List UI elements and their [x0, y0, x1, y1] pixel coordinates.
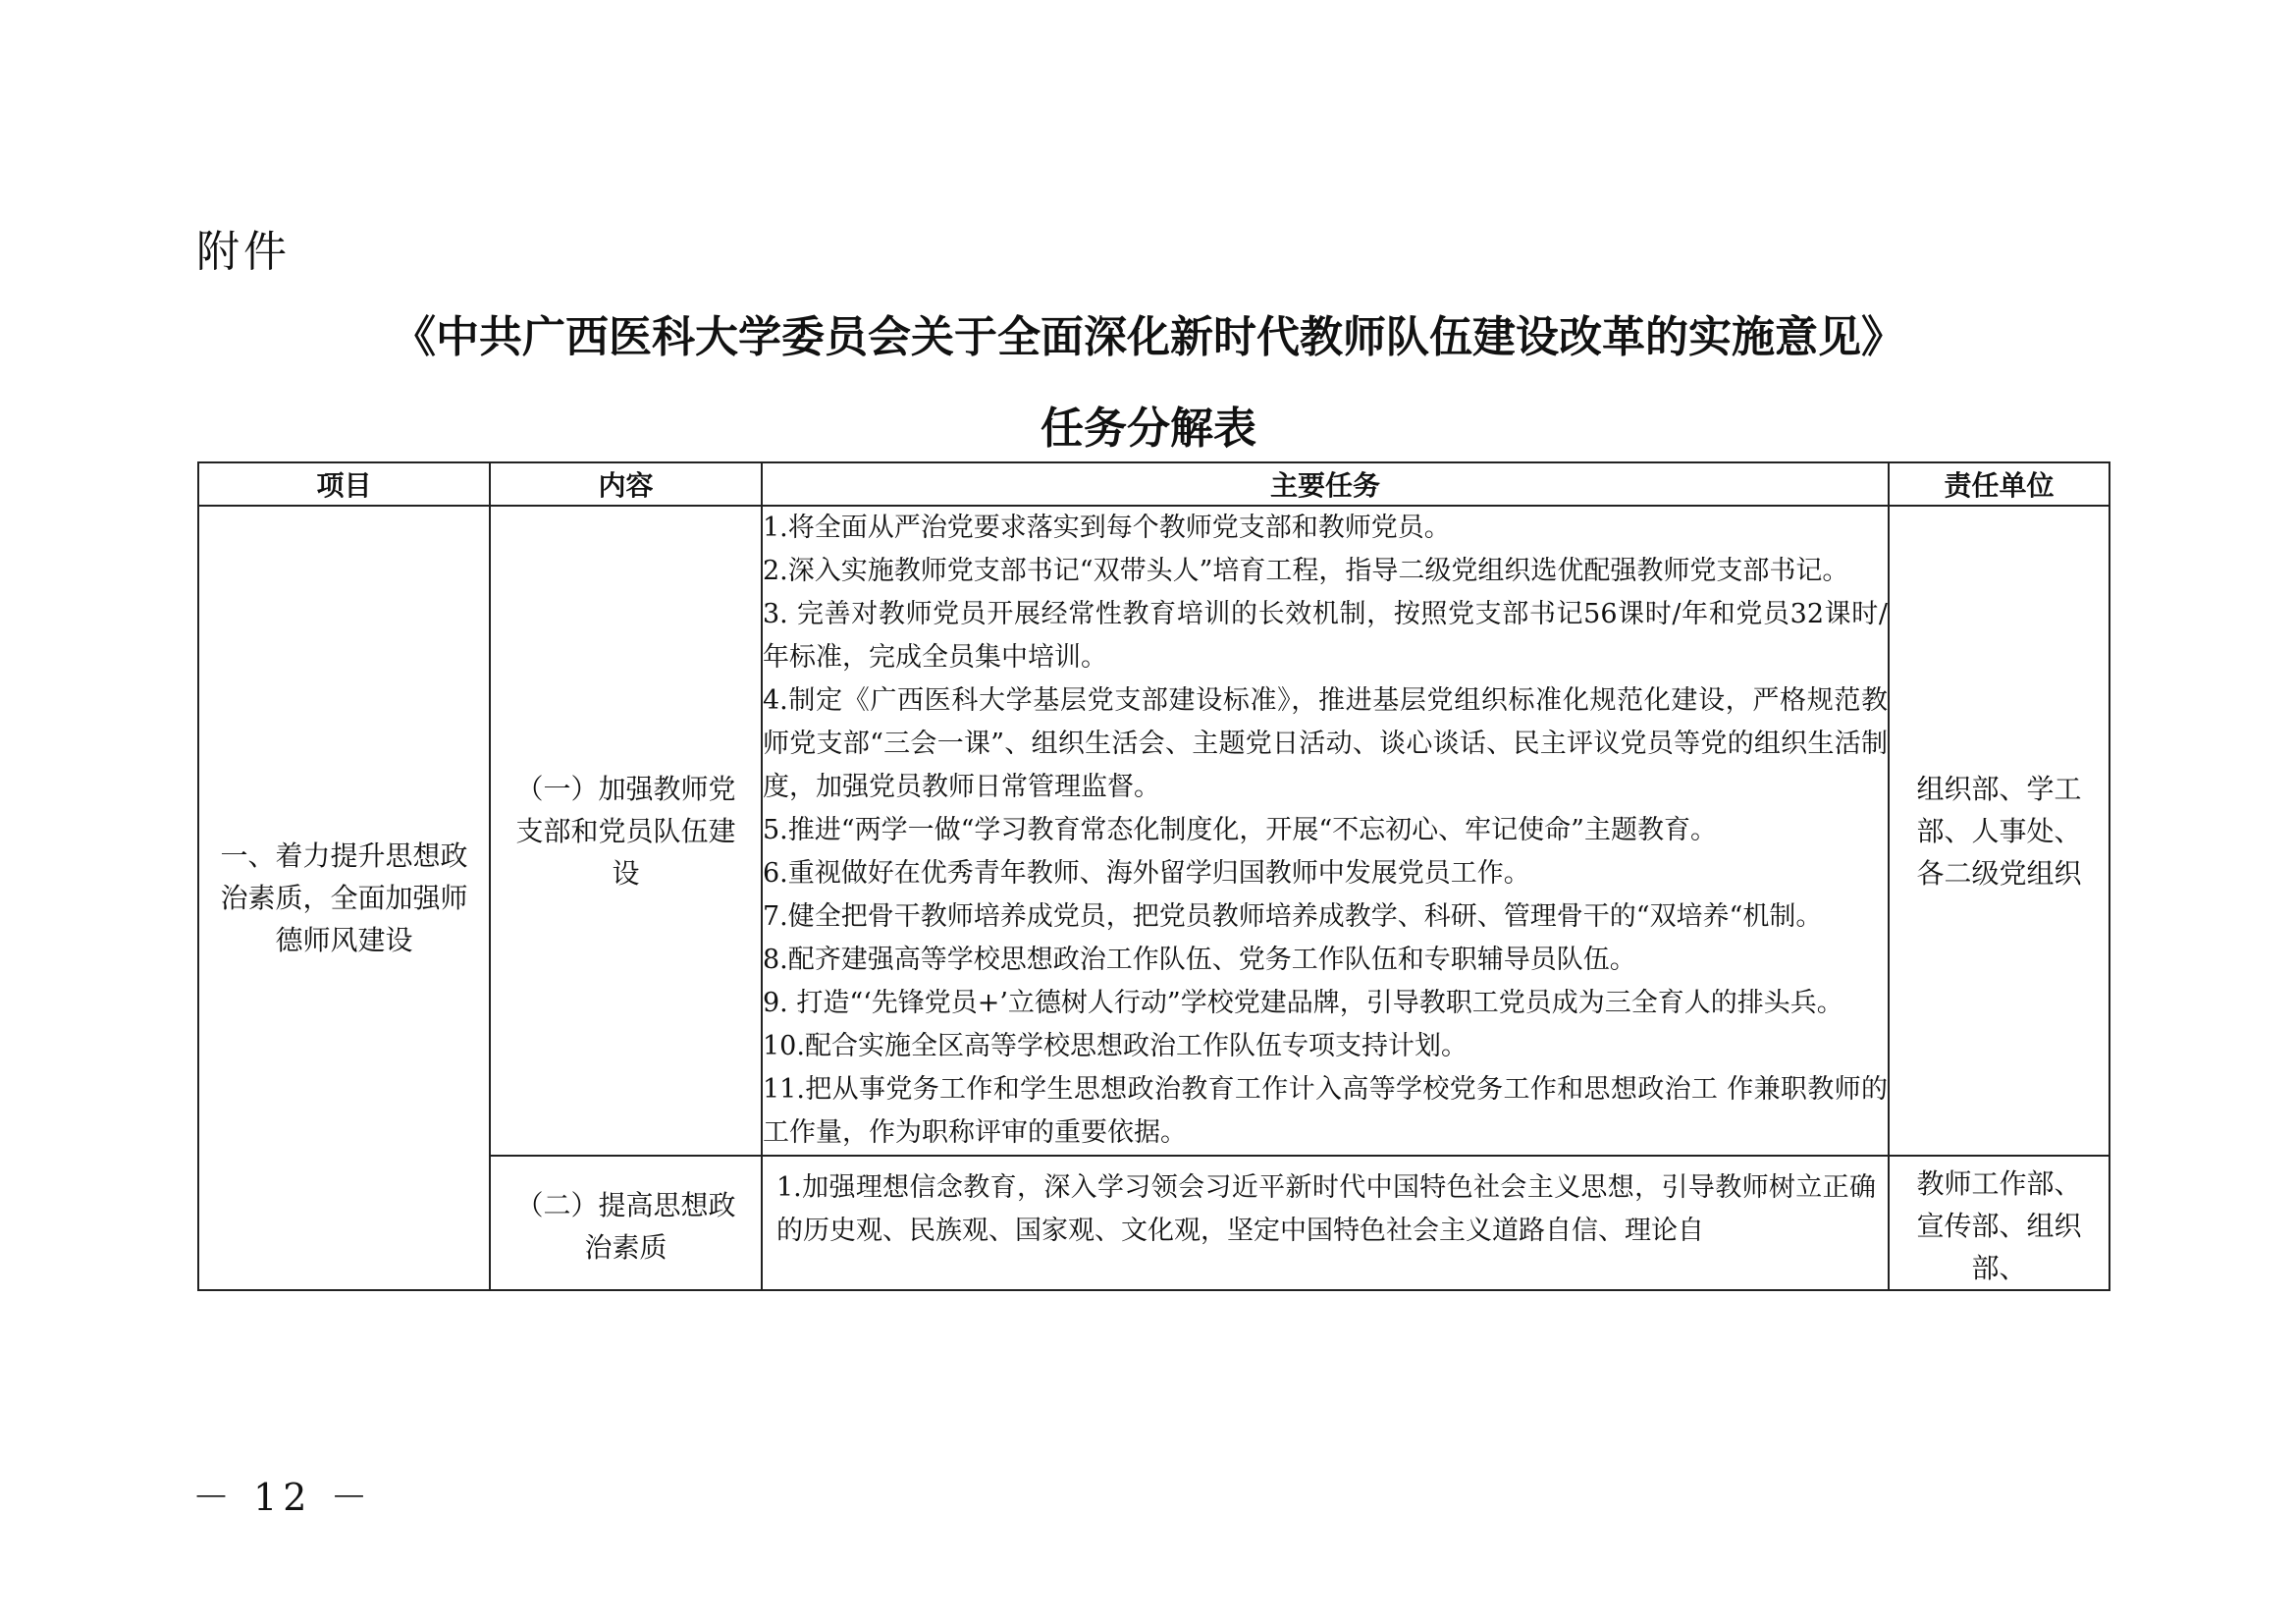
task-table [197, 461, 2110, 1291]
header-content: 内容 [490, 462, 762, 506]
table-header-row [198, 462, 2109, 506]
task-item: 1.加强理想信念教育，深入学习领会习近平新时代中国特色社会主义思想，引导教师树立正确的历史观、民族观、国家观、文化观，坚定中国特色社会主义道路自信、理论自 [776, 1172, 1876, 1246]
unit-text: 组织部、学工部、人事处、各二级党组织 [1916, 772, 2082, 890]
task-item: 4.制定《广西医科大学基层党支部建设标准》，推进基层党组织标准化规范化建设，严格规范教师党支部“三会一课”、组织生活会、主题党日活动、谈心谈话、民主评议党员等党的组织生活制度，加强党员教师日常管理监督。 [763, 685, 1888, 802]
content-text: （一）加强教师党支部和党员队伍建设 [515, 772, 736, 890]
task-item: 7.健全把骨干教师培养成党员，把党员教师培养成教学、科研、管理骨干的“双培养“机制。 [763, 901, 1823, 932]
header-responsible-unit: 责任单位 [1889, 462, 2109, 506]
tasks-cell [762, 1156, 1889, 1290]
unit-cell [1889, 506, 2109, 1156]
tasks-cell [762, 506, 1889, 1156]
task-item: 10.配合实施全区高等学校思想政治工作队伍专项支持计划。 [763, 1031, 1468, 1061]
content-text: （二）提高思想政治素质 [515, 1188, 736, 1264]
attachment-label: 附件 [196, 227, 291, 277]
document-subtitle: 任务分解表 [1041, 404, 1256, 454]
unit-text: 教师工作部、宣传部、组织部、 [1916, 1167, 2082, 1284]
document-title: 《中共广西医科大学委员会关于全面深化新时代教师队伍建设改革的实施意见》 [393, 312, 1904, 362]
task-item: 2.深入实施教师党支部书记“双带头人”培育工程，指导二级党组织选优配强教师党支部书记。 [763, 556, 1849, 586]
task-item: 3. 完善对教师党员开展经常性教育培训的长效机制，按照党支部书记56课时/年和党员32课时/年标准，完成全员集中培训。 [763, 599, 1888, 673]
header-main-tasks: 主要任务 [762, 462, 1889, 506]
task-item: 6.重视做好在优秀青年教师、海外留学归国教师中发展党员工作。 [763, 858, 1530, 889]
unit-cell [1889, 1156, 2109, 1290]
task-item: 9. 打造“‘先锋党员+’立德树人行动”学校党建品牌，引导教职工党员成为三全育人的排头兵。 [763, 988, 1843, 1018]
item-text: 一、着力提升思想政治素质，全面加强师德师风建设 [220, 839, 468, 956]
task-item: 1.将全面从严治党要求落实到每个教师党支部和教师党员。 [763, 513, 1451, 543]
table-row [198, 506, 2109, 1156]
content-cell [490, 506, 762, 1156]
task-item: 5.推进“两学一做“学习教育常态化制度化，开展“不忘初心、牢记使命”主题教育。 [763, 815, 1717, 845]
item-cell [198, 506, 490, 1290]
task-item: 11.把从事党务工作和学生思想政治教育工作计入高等学校党务工作和思想政治工 作兼职教师的工作量，作为职称评审的重要依据。 [763, 1074, 1888, 1148]
task-item: 8.配齐建强高等学校思想政治工作队伍、党务工作队伍和专职辅导员队伍。 [763, 945, 1636, 975]
header-item: 项目 [198, 462, 490, 506]
page-number: － 12 － [192, 1476, 374, 1519]
content-cell [490, 1156, 762, 1290]
